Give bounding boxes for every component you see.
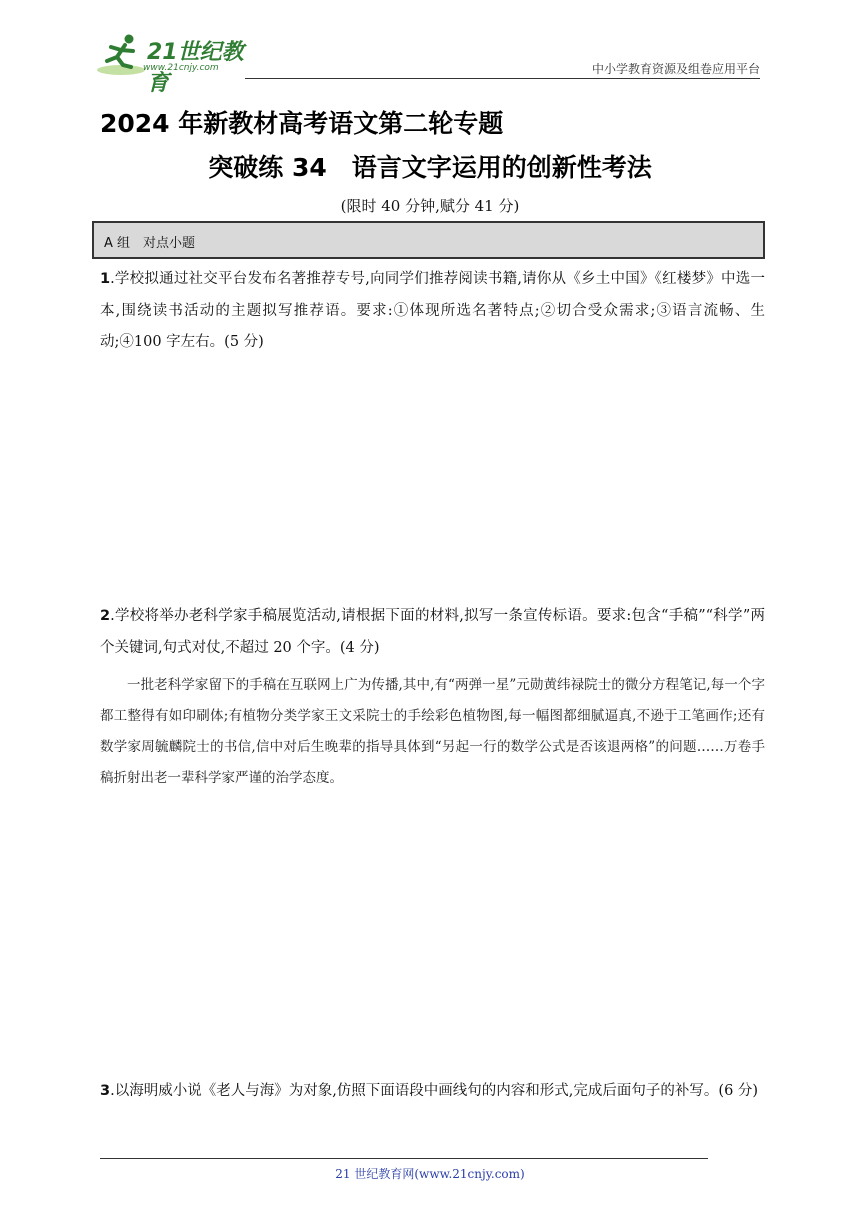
header-divider [245,78,760,79]
site-logo[interactable] [95,33,255,96]
question-number: 2 [100,608,111,624]
question-number: 3 [100,1083,111,1099]
material-passage: 一批老科学家留下的手稿在互联网上广为传播,其中,有“两弹一星”元勋黄纬禄院士的微分方程笔记,每一个字都工整得有如印刷体;有植物分类学家王文采院士的手绘彩色植物图,每一幅图都细腻逼真,不逊于工笔画作;还有数学家周毓麟院士的书信,信中对后生晚辈的指导具体到“另起一行的数学公式是否该退两格”的问题……万卷手稿折射出老一辈科学家严谨的治学态度。 [100,677,765,786]
question-text: .以海明威小说《老人与海》为对象,仿照下面语段中画线句的内容和形式,完成后面句子的补写。(6 分) [110,1083,759,1099]
logo-text: 21世纪教育 [147,40,244,96]
runner-logo-icon [95,33,147,77]
question-2 [100,601,765,664]
question-1 [100,264,765,359]
logo-url: www.21cnjy.com [143,63,219,73]
page-title-line2: 突破练 34 语言文字运用的创新性考法 [208,153,652,182]
question-text: .学校拟通过社交平台发布名著推荐专号,向同学们推荐阅读书籍,请你从《乡土中国》《红楼梦》中选一本,围绕读书活动的主题拟写推荐语。要求:①体现所选名著特点;②切合受众需求;③语言流畅、生动;④100 字左右。(5 分) [100,271,765,350]
platform-name: 中小学教育资源及组卷应用平台 [591,62,760,76]
question-text: .学校将举办老科学家手稿展览活动,请根据下面的材料,拟写一条宣传标语。要求:包含“手稿”“科学”两个关键词,句式对仗,不超过 20 个字。(4 分) [100,608,765,656]
question-number: 1 [100,271,111,287]
group-label: A 组 对点小题 [104,236,196,251]
page-title-line1: 2024 年新教材高考语文第二轮专题 [100,109,504,138]
question-3 [100,1076,765,1108]
page-header [95,33,760,96]
time-score-note: (限时 40 分钟,赋分 41 分) [340,197,520,215]
footer-divider [100,1158,708,1159]
section-group-bar [92,221,765,259]
footer-link[interactable]: 21 世纪教育网(www.21cnjy.com) [335,1167,525,1181]
